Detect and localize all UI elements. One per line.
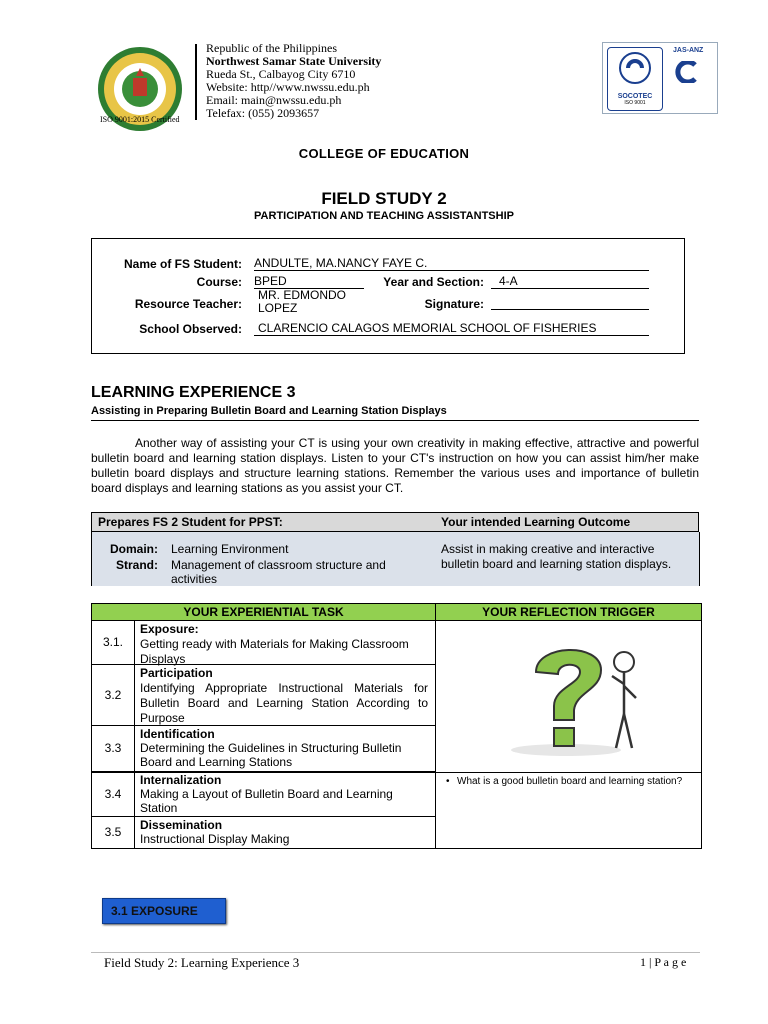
task-title: Internalization bbox=[140, 773, 222, 787]
task-content bbox=[140, 773, 430, 815]
year-section-label: Year and Section: bbox=[383, 275, 484, 289]
task-row bbox=[92, 772, 436, 817]
task-content bbox=[140, 727, 430, 769]
task-number: 3.2 bbox=[92, 665, 135, 725]
learning-subheading: Assisting in Preparing Bulletin Board and Learning Station Displays bbox=[91, 405, 447, 417]
header-info bbox=[206, 42, 381, 120]
exposure-button-label: 3.1 EXPOSURE bbox=[111, 904, 198, 918]
page-title: FIELD STUDY 2 bbox=[321, 189, 447, 208]
heading-rule bbox=[91, 420, 699, 421]
country-text: Republic of the Philippines bbox=[206, 41, 337, 55]
ppst-left-header: Prepares FS 2 Student for PPST: bbox=[98, 515, 283, 529]
learning-outcome: Assist in making creative and interactive bulletin board and learning station displays. bbox=[441, 542, 672, 571]
task-content bbox=[140, 666, 428, 726]
ppst-left-header-cell bbox=[91, 512, 436, 532]
resource-teacher-field[interactable] bbox=[254, 289, 364, 315]
course-label: Course: bbox=[196, 275, 242, 289]
task-number: 3.4 bbox=[92, 772, 135, 816]
task-content bbox=[140, 622, 430, 667]
socotec-iso-text: ISO 9001 bbox=[624, 100, 646, 106]
ppst-table bbox=[91, 512, 699, 586]
signature-label: Signature: bbox=[424, 297, 484, 311]
trigger-header-cell bbox=[436, 604, 701, 621]
task-number: 3.3 bbox=[92, 726, 135, 771]
task-number: 3.1. bbox=[92, 621, 135, 664]
name-field[interactable]: ANDULTE, MA.NANCY FAYE C. bbox=[254, 256, 649, 271]
university-name: Northwest Samar State University bbox=[206, 54, 382, 68]
task-header: YOUR EXPERIENTIAL TASK bbox=[183, 605, 344, 619]
task-title: Identification bbox=[140, 727, 215, 741]
teacher-line-1: MR. EDMONDO bbox=[258, 288, 346, 302]
task-header-cell bbox=[92, 604, 436, 621]
footer-left-text: Field Study 2: Learning Experience 3 bbox=[104, 955, 300, 970]
student-info-box bbox=[91, 238, 685, 354]
socotec-logo bbox=[607, 47, 663, 111]
page-subtitle: PARTICIPATION AND TEACHING ASSISTANTSHIP bbox=[254, 210, 514, 222]
domain-label: Domain: bbox=[110, 542, 158, 556]
task-desc: Instructional Display Making bbox=[140, 832, 290, 846]
iso-label: ISO 9001:2015 Certified bbox=[100, 115, 180, 124]
domain-value: Learning Environment bbox=[171, 542, 289, 556]
school-field[interactable]: CLARENCIO CALAGOS MEMORIAL SCHOOL OF FISHERIES bbox=[254, 321, 649, 336]
task-title: Exposure: bbox=[140, 622, 199, 636]
socotec-text: SOCOTEC bbox=[617, 93, 653, 100]
signature-field[interactable] bbox=[491, 295, 649, 310]
task-desc: Determining the Guidelines in Structuring Bulletin Board and Learning Stations bbox=[140, 741, 402, 769]
page-number: 1 | P a g e bbox=[640, 955, 687, 969]
resource-teacher-label: Resource Teacher: bbox=[134, 297, 242, 311]
jas-anz-text: JAS-ANZ bbox=[673, 47, 704, 54]
task-title: Dissemination bbox=[140, 818, 223, 832]
ppst-right-header: Your intended Learning Outcome bbox=[441, 515, 631, 529]
ppst-left-body bbox=[91, 532, 436, 586]
footer-rule bbox=[91, 952, 700, 953]
intro-paragraph: Another way of assisting your CT is using your own creativity in making effective, attractive and powerful bulletin board and learning station displays. Listen to your CT's instruction on how you can assist him/her make bulletin board displays and structure learning stations. Remember the various uses and importance of bulletin board displays and learning stations as you assist your CT. bbox=[91, 436, 699, 495]
learning-heading: LEARNING EXPERIENCE 3 bbox=[91, 384, 296, 401]
task-desc: Identifying Appropriate Instructional Materials for Bulletin Board and Learning Station According to Purpose bbox=[140, 681, 428, 725]
task-number: 3.5 bbox=[92, 817, 135, 848]
school-label: School Observed: bbox=[139, 322, 242, 336]
trigger-text: What is a good bulletin board and learning station? bbox=[457, 776, 683, 787]
teacher-line-2: LOPEZ bbox=[258, 301, 298, 315]
bullet-icon: • bbox=[446, 776, 450, 787]
website-text: Website: http//www.nwssu.edu.ph bbox=[206, 80, 370, 94]
question-mark-illustration bbox=[506, 632, 656, 762]
task-table bbox=[91, 603, 702, 849]
trigger-header: YOUR REFLECTION TRIGGER bbox=[482, 605, 655, 619]
telefax-text: Telefax: (055) 2093657 bbox=[206, 106, 320, 120]
task-row bbox=[92, 726, 436, 772]
ppst-right-header-cell bbox=[435, 512, 699, 532]
task-row bbox=[92, 817, 436, 848]
task-title: Participation bbox=[140, 666, 213, 680]
email-text: Email: main@nwssu.edu.ph bbox=[206, 93, 342, 107]
ppst-right-body bbox=[435, 532, 700, 586]
task-desc: Getting ready with Materials for Making Classroom Displays bbox=[140, 637, 409, 666]
task-row bbox=[92, 621, 436, 665]
course-field[interactable]: BPED bbox=[254, 274, 364, 289]
task-row bbox=[92, 665, 436, 726]
exposure-section-button[interactable] bbox=[102, 898, 226, 924]
jas-anz-logo bbox=[675, 61, 701, 88]
reflection-trigger bbox=[446, 775, 696, 788]
header-divider bbox=[195, 44, 197, 120]
certification-logos bbox=[602, 42, 718, 114]
strand-value: Management of classroom structure and activities bbox=[171, 558, 386, 586]
name-label: Name of FS Student: bbox=[123, 257, 242, 271]
address-text: Rueda St., Calbayog City 6710 bbox=[206, 67, 356, 81]
year-section-field[interactable]: 4-A bbox=[491, 274, 649, 289]
college-title: COLLEGE OF EDUCATION bbox=[298, 146, 470, 161]
strand-label: Strand: bbox=[116, 558, 158, 572]
task-desc: Making a Layout of Bulletin Board and Learning Station bbox=[140, 787, 393, 815]
task-content bbox=[140, 818, 430, 846]
